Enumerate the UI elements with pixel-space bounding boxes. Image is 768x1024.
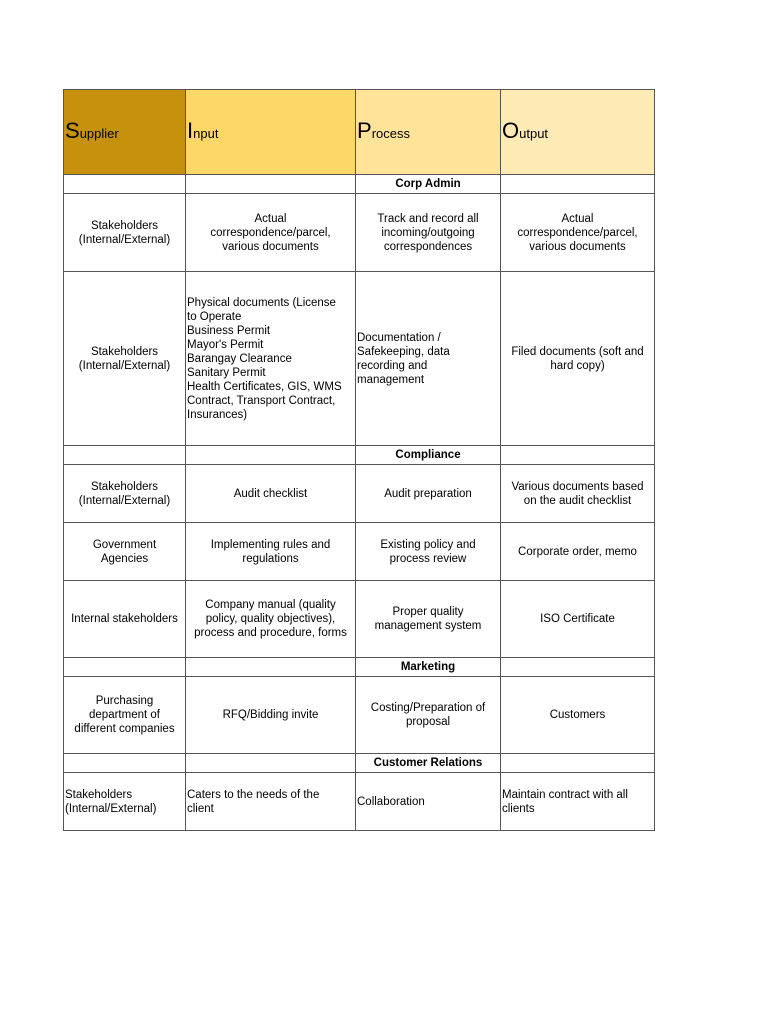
supplier-cell: Purchasing department of different companies xyxy=(64,677,186,754)
section-label-marketing: Marketing xyxy=(356,658,501,677)
header-process-initial: P xyxy=(357,117,372,143)
process-cell: Collaboration xyxy=(356,773,501,831)
supplier-cell: Stakeholders (Internal/External) xyxy=(64,272,186,446)
table-row xyxy=(64,677,655,754)
process-cell: Proper quality management system xyxy=(356,581,501,658)
supplier-cell: Internal stakeholders xyxy=(64,581,186,658)
supplier-cell: Stakeholders (Internal/External) xyxy=(64,194,186,272)
section-row-compliance xyxy=(64,446,655,465)
process-cell: Track and record all incoming/outgoing correspondences xyxy=(356,194,501,272)
table-row xyxy=(64,194,655,272)
output-cell: Corporate order, memo xyxy=(501,523,655,581)
process-cell: Audit preparation xyxy=(356,465,501,523)
table-row xyxy=(64,272,655,446)
process-cell: Costing/Preparation of proposal xyxy=(356,677,501,754)
input-cell: RFQ/Bidding invite xyxy=(186,677,356,754)
table-row xyxy=(64,523,655,581)
header-input-rest: nput xyxy=(193,125,219,141)
table-row xyxy=(64,773,655,831)
output-cell: Actual correspondence/parcel, various documents xyxy=(501,194,655,272)
table-row xyxy=(64,465,655,523)
section-empty-cell xyxy=(64,446,186,465)
header-process-rest: rocess xyxy=(371,125,410,141)
sipoc-table xyxy=(63,89,655,831)
section-empty-cell xyxy=(501,658,655,677)
input-cell: Caters to the needs of the client xyxy=(186,773,356,831)
input-cell: Company manual (quality policy, quality objectives), process and procedure, forms xyxy=(186,581,356,658)
input-cell: Physical documents (License to Operate Business Permit Mayor's Permit Barangay Clearance Sanitary Permit Health Certificates, GIS, WMS Contract, Transport Contract, Insurances) xyxy=(186,272,356,446)
section-empty-cell xyxy=(186,658,356,677)
section-row-marketing xyxy=(64,658,655,677)
section-empty-cell xyxy=(186,446,356,465)
process-cell: Existing policy and process review xyxy=(356,523,501,581)
header-output xyxy=(501,90,655,175)
header-supplier-rest: upplier xyxy=(79,125,119,141)
header-input-initial: I xyxy=(187,117,194,143)
output-cell: Customers xyxy=(501,677,655,754)
header-output-rest: utput xyxy=(519,125,549,141)
output-cell: Maintain contract with all clients xyxy=(501,773,655,831)
section-label-compliance: Compliance xyxy=(356,446,501,465)
output-cell: Filed documents (soft and hard copy) xyxy=(501,272,655,446)
section-empty-cell xyxy=(64,175,186,194)
section-empty-cell xyxy=(501,175,655,194)
process-cell: Documentation / Safekeeping, data recording and management xyxy=(356,272,501,446)
output-cell: ISO Certificate xyxy=(501,581,655,658)
supplier-cell: Government Agencies xyxy=(64,523,186,581)
input-cell: Audit checklist xyxy=(186,465,356,523)
section-label-customer-relations: Customer Relations xyxy=(356,754,501,773)
section-empty-cell xyxy=(186,754,356,773)
section-label-corp-admin: Corp Admin xyxy=(356,175,501,194)
table-row xyxy=(64,581,655,658)
section-empty-cell xyxy=(186,175,356,194)
section-empty-cell xyxy=(64,658,186,677)
output-cell: Various documents based on the audit checklist xyxy=(501,465,655,523)
section-row-corp-admin xyxy=(64,175,655,194)
header-output-initial: O xyxy=(502,117,520,143)
section-empty-cell xyxy=(501,446,655,465)
header-row xyxy=(64,90,655,175)
input-cell: Implementing rules and regulations xyxy=(186,523,356,581)
input-cell: Actual correspondence/parcel, various documents xyxy=(186,194,356,272)
header-supplier-initial: S xyxy=(65,117,80,143)
section-empty-cell xyxy=(501,754,655,773)
header-supplier xyxy=(64,90,186,175)
header-input xyxy=(186,90,356,175)
section-row-customer-relations xyxy=(64,754,655,773)
supplier-cell: Stakeholders (Internal/External) xyxy=(64,773,186,831)
header-process xyxy=(356,90,501,175)
section-empty-cell xyxy=(64,754,186,773)
supplier-cell: Stakeholders (Internal/External) xyxy=(64,465,186,523)
